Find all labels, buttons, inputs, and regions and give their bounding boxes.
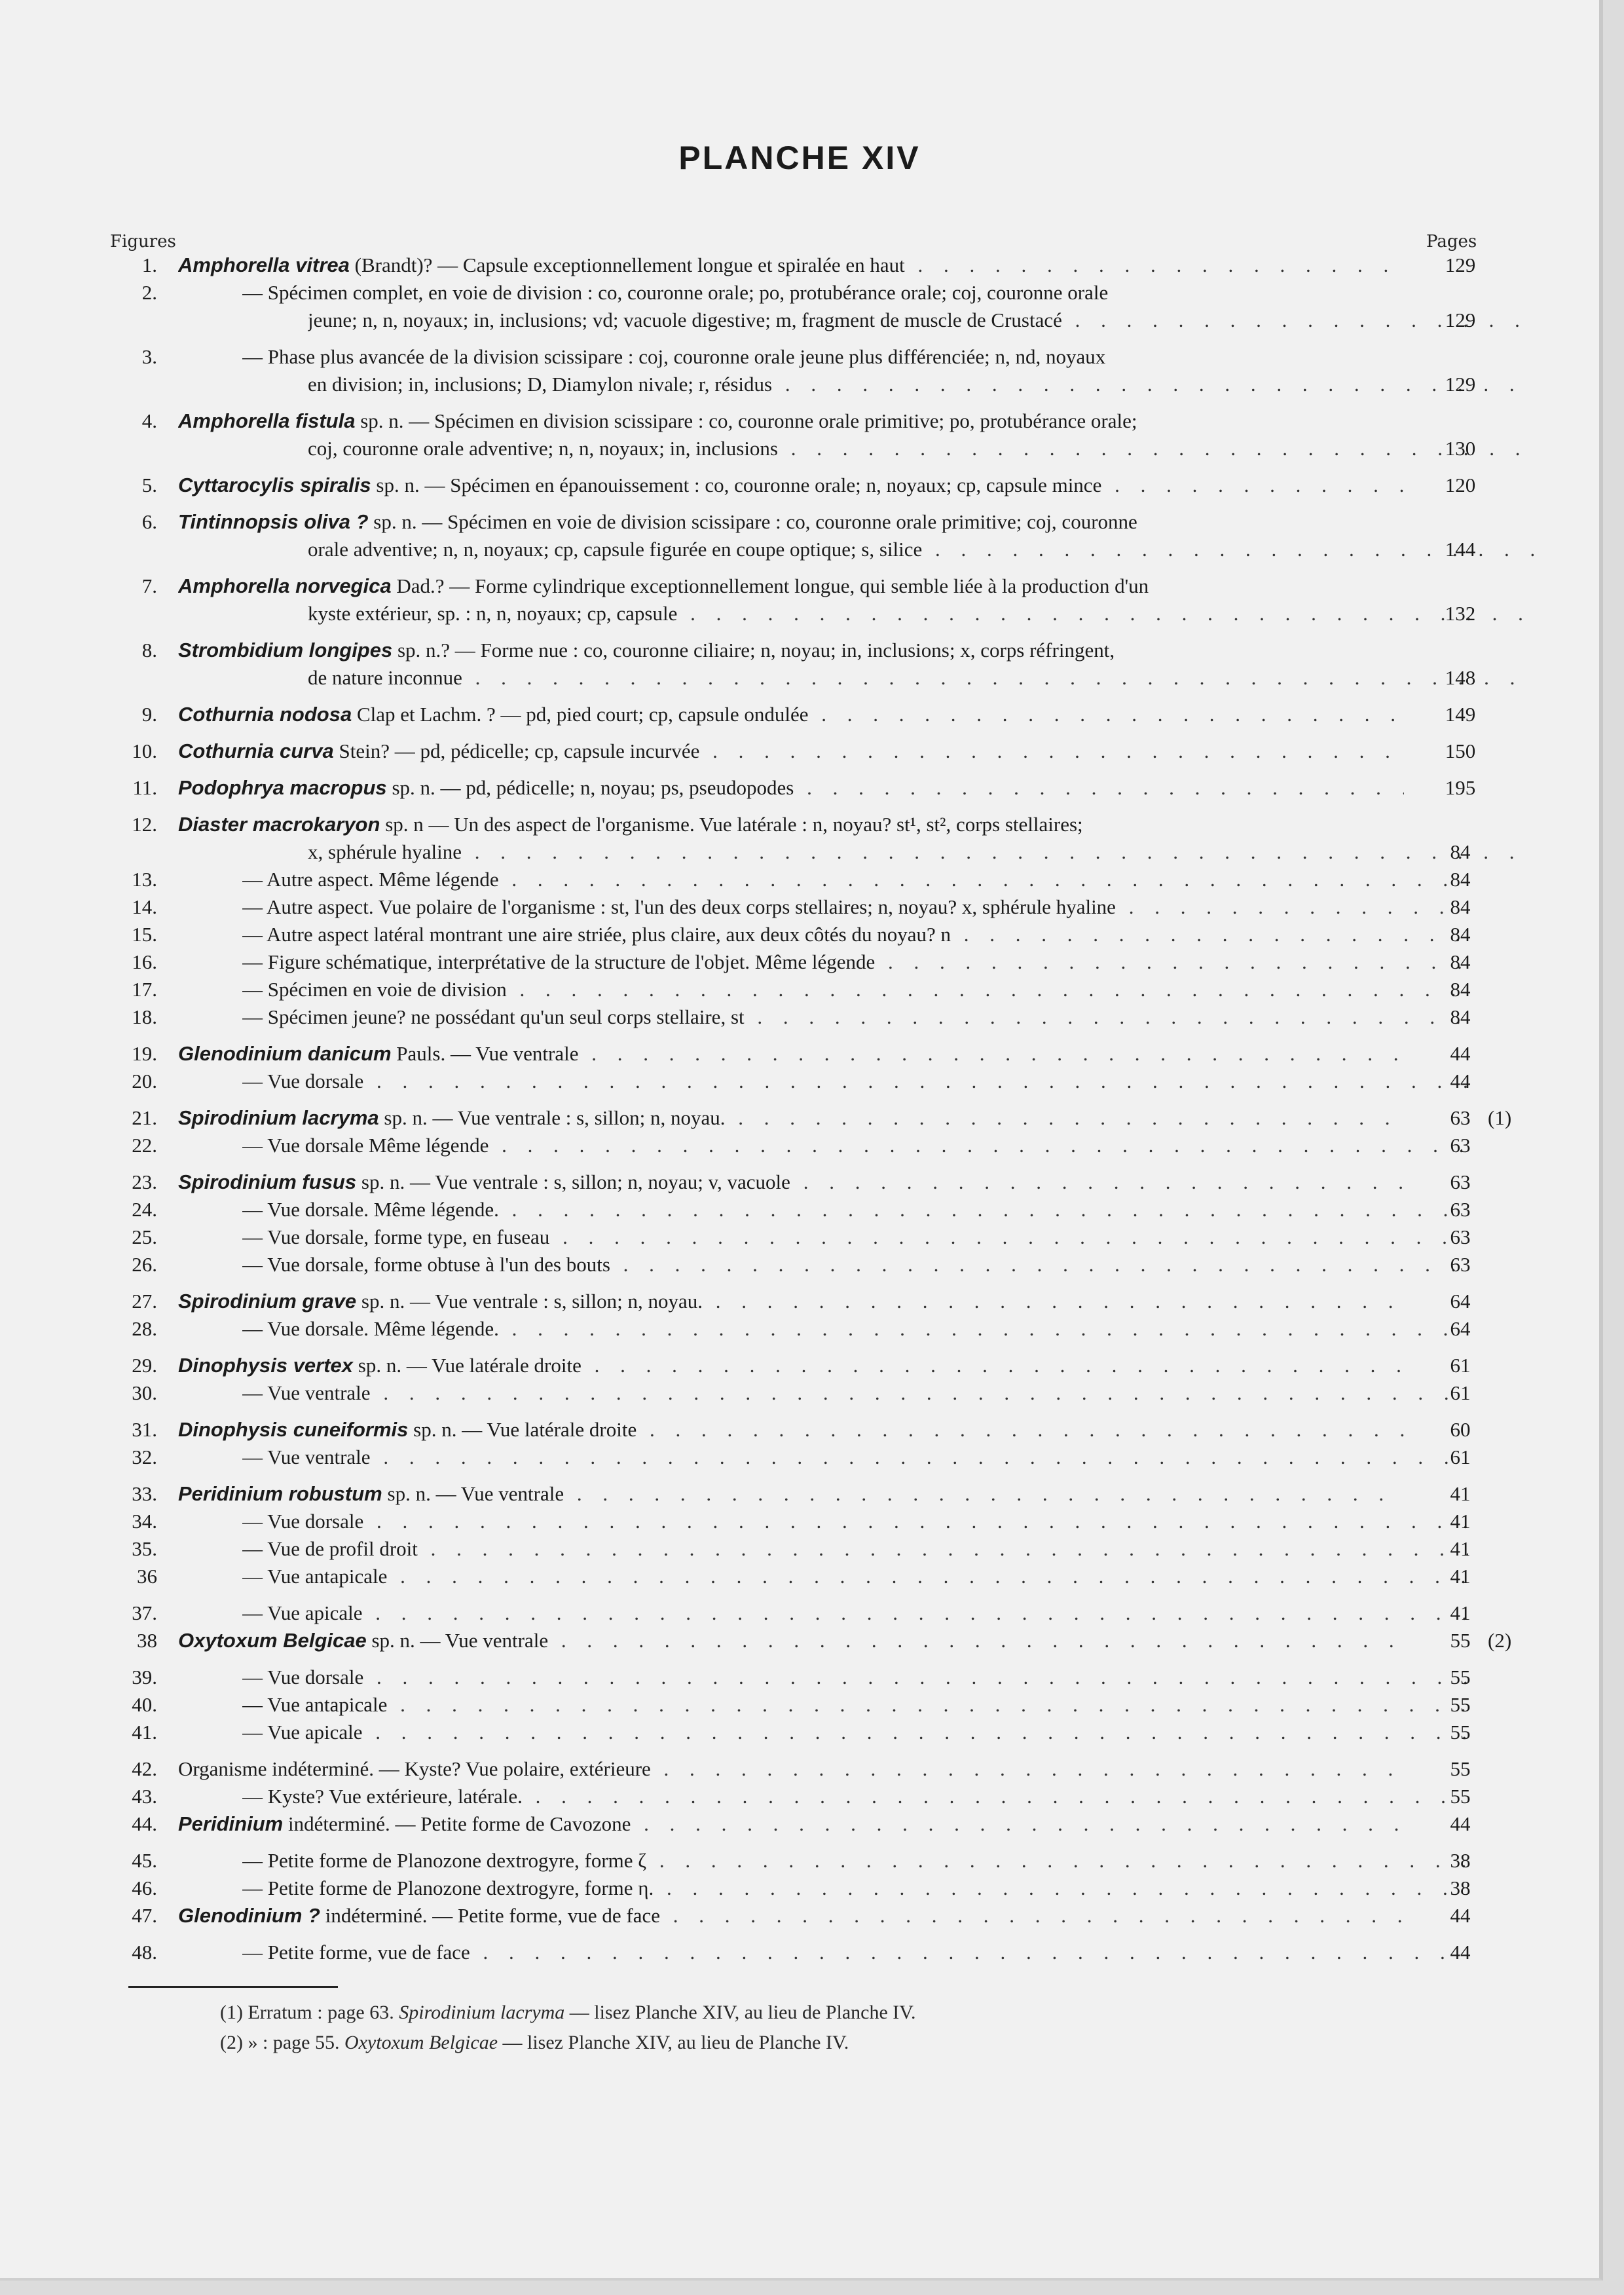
figure-description [308, 536, 1534, 563]
species-name: Cothurnia curva [178, 739, 334, 762]
footnote-reference: (1) [1488, 1106, 1512, 1129]
page-number: 130 [1445, 437, 1476, 460]
description-text: — Vue dorsale, forme type, en fuseau [242, 1225, 550, 1248]
figure-description [178, 701, 1404, 728]
figure-number: 1. [141, 253, 157, 276]
figure-description [242, 976, 1468, 1003]
figure-entry [0, 811, 1599, 838]
page-number: 63 [1450, 1225, 1471, 1248]
figure-description [242, 1003, 1468, 1031]
description-text: — Spécimen complet, en voie de division : co, couronne orale; po, protubérance orale; coj, couronne orale [242, 281, 1109, 304]
figure-number: 40. [132, 1693, 157, 1716]
figure-entry [0, 1875, 1599, 1902]
figure-description [178, 1480, 1404, 1508]
figure-description [308, 600, 1534, 627]
page-number: 38 [1450, 1849, 1471, 1872]
figure-number: 2. [141, 281, 157, 304]
figure-entry [0, 1599, 1599, 1627]
page-number: 41 [1450, 1601, 1471, 1624]
figure-description [242, 1664, 1468, 1691]
figure-list [0, 252, 1599, 1966]
figure-description [242, 1535, 1468, 1563]
figure-entry [0, 371, 1599, 398]
figure-entry [0, 1196, 1599, 1223]
figure-description [178, 1755, 1404, 1783]
figure-entry [0, 1288, 1599, 1315]
figure-number: 14. [132, 895, 157, 918]
figure-description [242, 893, 1468, 921]
figure-description [242, 1196, 1468, 1223]
figure-description [178, 774, 1404, 802]
description-text: Clap et Lachm. ? — pd, pied court; cp, capsule ondulée [352, 703, 809, 726]
figure-entry [0, 1847, 1599, 1875]
figure-entry [0, 252, 1599, 279]
page-number: 55 [1450, 1666, 1471, 1689]
figure-entry [0, 948, 1599, 976]
figure-description [178, 1104, 1404, 1132]
figure-description [242, 1315, 1468, 1343]
figure-number: 16. [132, 950, 157, 973]
description-text: sp. n. — Vue ventrale : s, sillon; n, noyau. [378, 1106, 726, 1129]
species-name: Spirodinium fusus [178, 1170, 357, 1193]
figure-description [178, 1416, 1404, 1444]
figure-number: 26. [132, 1253, 157, 1276]
description-text: — Vue dorsale. Même légende. [242, 1198, 499, 1221]
figure-number: 48. [132, 1941, 157, 1964]
page-number: 44 [1450, 1812, 1471, 1835]
figure-number: 37. [132, 1601, 157, 1624]
species-name: Cothurnia nodosa [178, 703, 352, 726]
figure-entry [0, 664, 1599, 692]
description-text: de nature inconnue [308, 666, 462, 689]
description-text: — Phase plus avancée de la division scissipare : coj, couronne orale jeune plus différenciée; n, nd, noyaux [242, 345, 1106, 368]
description-text: sp. n.? — Forme nue : co, couronne ciliaire; n, noyau; in, inclusions; x, corps réfringent, [392, 639, 1115, 662]
species-name: Strombidium longipes [178, 639, 393, 662]
figure-number: 41. [132, 1721, 157, 1744]
figure-description [178, 811, 1404, 838]
figure-number: 28. [132, 1317, 157, 1340]
species-name: Cyttarocylis spiralis [178, 474, 371, 496]
description-text: — Vue de profil droit [242, 1537, 418, 1560]
page-number: 61 [1450, 1354, 1471, 1377]
figure-entry [0, 1480, 1599, 1508]
figure-description [308, 435, 1534, 462]
figure-entry [0, 1719, 1599, 1746]
page-number: 44 [1450, 1042, 1471, 1065]
page-number: 129 [1445, 373, 1476, 396]
figure-entry [0, 1563, 1599, 1590]
page-number: 55 [1450, 1693, 1471, 1716]
description-text: coj, couronne orale adventive; n, n, noyaux; in, inclusions [308, 437, 778, 460]
figure-description [178, 1288, 1404, 1315]
species-name: Diaster macrokaryon [178, 813, 380, 836]
figure-entry [0, 701, 1599, 728]
figure-description [178, 572, 1404, 600]
figure-number: 18. [132, 1005, 157, 1028]
figure-description [242, 1939, 1468, 1966]
description-text: Stein? — pd, pédicelle; cp, capsule incurvée [333, 739, 700, 762]
figure-entry [0, 921, 1599, 948]
description-text: — Vue dorsale Même légende [242, 1134, 489, 1157]
figure-number: 24. [132, 1198, 157, 1221]
page-number: 55 [1450, 1757, 1471, 1780]
page-number: 44 [1450, 1941, 1471, 1964]
page-number: 63 [1450, 1198, 1471, 1221]
page-number: 84 [1450, 895, 1471, 918]
page-number: 84 [1450, 1005, 1471, 1028]
description-text: Organisme indéterminé. — Kyste? Vue polaire, extérieure [178, 1757, 651, 1780]
figure-number: 46. [132, 1876, 157, 1899]
figure-entry [0, 1379, 1599, 1407]
figure-number: 29. [132, 1354, 157, 1377]
page-number: 148 [1445, 666, 1476, 689]
description-text: — Vue dorsale, forme obtuse à l'un des bouts [242, 1253, 610, 1276]
footnote-mark: (2) » : page 55. [220, 2032, 340, 2053]
figure-number: 10. [132, 739, 157, 762]
description-text: — Vue ventrale [242, 1446, 371, 1468]
figure-entry [0, 1508, 1599, 1535]
figure-entry [0, 508, 1599, 536]
figure-number: 11. [132, 776, 157, 799]
figure-number: 6. [141, 510, 157, 533]
figure-entry [0, 1168, 1599, 1196]
figure-entry [0, 435, 1599, 462]
footnote-2 [220, 2032, 849, 2054]
figure-number: 3. [141, 345, 157, 368]
footnote-species: Oxytoxum Belgicae [344, 2032, 498, 2053]
description-text: — Vue dorsale [242, 1666, 364, 1689]
page-number: 132 [1445, 602, 1476, 625]
description-text: sp. n. — Vue ventrale [366, 1629, 549, 1652]
figure-entry [0, 838, 1599, 866]
figure-description [242, 279, 1468, 307]
figure-entry [0, 1315, 1599, 1343]
description-text: — Kyste? Vue extérieure, latérale. [242, 1785, 523, 1808]
figure-number: 39. [132, 1666, 157, 1689]
figure-number: 36 [137, 1565, 157, 1588]
figure-entry [0, 1755, 1599, 1783]
figure-entry [0, 1251, 1599, 1278]
description-text: — Vue apicale [242, 1601, 363, 1624]
footnote-1 [220, 2002, 916, 2024]
description-text: — Figure schématique, interprétative de la structure de l'objet. Même légende [242, 950, 876, 973]
description-text: sp. n. — Vue ventrale : s, sillon; n, noyau; v, vacuole [356, 1170, 790, 1193]
page-number: 63 [1450, 1253, 1471, 1276]
figure-entry [0, 1664, 1599, 1691]
figure-entry [0, 1223, 1599, 1251]
page-number: 44 [1450, 1904, 1471, 1927]
page-number: 55 [1450, 1721, 1471, 1744]
figure-number: 20. [132, 1070, 157, 1092]
species-name: Amphorella fistula [178, 409, 356, 432]
figure-number: 23. [132, 1170, 157, 1193]
description-text: en division; in, inclusions; D, Diamylon nivale; r, résidus [308, 373, 773, 396]
description-text: sp. n. — Vue ventrale : s, sillon; n, noyau. [356, 1290, 703, 1313]
figure-description [242, 1691, 1468, 1719]
species-name: Peridinium robustum [178, 1482, 382, 1505]
figure-description [242, 1251, 1468, 1278]
page-number: 44 [1450, 1070, 1471, 1092]
figure-entry [0, 472, 1599, 499]
description-text: — Autre aspect. Vue polaire de l'organisme : st, l'un des deux corps stellaires; n, noyau? x, sphérule hyaline [242, 895, 1116, 918]
figure-number: 9. [141, 703, 157, 726]
figure-entry [0, 893, 1599, 921]
figure-entry [0, 976, 1599, 1003]
figure-number: 43. [132, 1785, 157, 1808]
figure-entry [0, 407, 1599, 435]
page-number: 84 [1450, 840, 1471, 863]
description-text: — Petite forme, vue de face [242, 1941, 470, 1964]
figure-number: 25. [132, 1225, 157, 1248]
description-text: jeune; n, n, noyaux; in, inclusions; vd; vacuole digestive; m, fragment de muscle de Crustacé [308, 308, 1062, 331]
page-number: 84 [1450, 978, 1471, 1001]
figure-number: 12. [132, 813, 157, 836]
figure-number: 7. [141, 574, 157, 597]
description-text: sp. n. — Spécimen en voie de division scissipare : co, couronne orale primitive; coj, couronne [368, 510, 1137, 533]
description-text: sp. n. — Spécimen en division scissipare : co, couronne orale primitive; po, protubérance orale; [355, 409, 1137, 432]
description-text: — Vue dorsale [242, 1070, 364, 1092]
page-number: 63 [1450, 1134, 1471, 1157]
page-number: 149 [1445, 703, 1476, 726]
figure-description [242, 1068, 1468, 1095]
figure-number: 5. [141, 474, 157, 496]
page-number: 63 [1450, 1170, 1471, 1193]
figure-number: 30. [132, 1381, 157, 1404]
figure-entry [0, 1902, 1599, 1930]
figure-number: 35. [132, 1537, 157, 1560]
figure-description [178, 1352, 1404, 1379]
figure-description [178, 407, 1404, 435]
figure-entry [0, 1691, 1599, 1719]
species-name: Glenodinium danicum [178, 1042, 392, 1065]
description-text: sp. n — Un des aspect de l'organisme. Vue latérale : n, noyau? st¹, st², corps stellaires; [380, 813, 1083, 836]
figure-description [178, 1168, 1404, 1196]
figure-description [242, 1563, 1468, 1590]
figures-header: Figures [110, 232, 176, 252]
page-number: 144 [1445, 538, 1476, 561]
page-number: 120 [1445, 474, 1476, 496]
species-name: Tintinnopsis oliva ? [178, 510, 369, 533]
figure-entry [0, 343, 1599, 371]
figure-number: 32. [132, 1446, 157, 1468]
page-number: 61 [1450, 1381, 1471, 1404]
description-text: — Autre aspect. Même légende [242, 868, 499, 891]
description-text: sp. n. — pd, pédicelle; n, noyau; ps, pseudopodes [386, 776, 794, 799]
page-number: 84 [1450, 868, 1471, 891]
figure-description [242, 948, 1468, 976]
page-number: 63 [1450, 1106, 1471, 1129]
description-text: — Vue antapicale [242, 1565, 388, 1588]
figure-description [178, 472, 1404, 499]
page-number: 41 [1450, 1565, 1471, 1588]
species-name: Dinophysis cuneiformis [178, 1418, 409, 1441]
species-name: Amphorella vitrea [178, 253, 350, 276]
species-name: Amphorella norvegica [178, 574, 392, 597]
figure-number: 34. [132, 1510, 157, 1533]
figure-description [242, 1379, 1468, 1407]
page-number: 55 [1450, 1629, 1471, 1652]
species-name: Dinophysis vertex [178, 1354, 354, 1377]
footnote-species: Spirodinium lacryma [399, 2002, 565, 2023]
pages-header: Pages [1426, 232, 1477, 252]
description-text: indéterminé. — Petite forme, vue de face [320, 1904, 661, 1927]
description-text: x, sphérule hyaline [308, 840, 462, 863]
figure-number: 38 [137, 1629, 157, 1652]
figure-number: 21. [132, 1106, 157, 1129]
page-number: 195 [1445, 776, 1476, 799]
figure-description [178, 1902, 1404, 1930]
figure-entry [0, 1444, 1599, 1471]
figure-entry [0, 1939, 1599, 1966]
figure-number: 27. [132, 1290, 157, 1313]
footnote-mark: (1) Erratum : page 63. [220, 2002, 394, 2023]
figure-number: 15. [132, 923, 157, 946]
page-number: 61 [1450, 1446, 1471, 1468]
page-number: 84 [1450, 950, 1471, 973]
page-number: 129 [1445, 308, 1476, 331]
footnote-text: — lisez Planche XIV, au lieu de Planche IV. [569, 2002, 916, 2023]
figure-description [178, 1627, 1404, 1654]
figure-entry [0, 307, 1599, 334]
figure-entry [0, 1783, 1599, 1810]
figure-description [308, 838, 1534, 866]
figure-description [178, 508, 1404, 536]
figure-description [242, 1508, 1468, 1535]
description-text: orale adventive; n, n, noyaux; cp, capsule figurée en coupe optique; s, silice [308, 538, 923, 561]
figure-entry [0, 1132, 1599, 1159]
figure-entry [0, 1003, 1599, 1031]
description-text: — Vue apicale [242, 1721, 363, 1744]
page-number: 64 [1450, 1317, 1471, 1340]
description-text: — Vue dorsale [242, 1510, 364, 1533]
page-number: 64 [1450, 1290, 1471, 1313]
figure-number: 31. [132, 1418, 157, 1441]
figure-entry [0, 1535, 1599, 1563]
page-number: 41 [1450, 1537, 1471, 1560]
figure-description [242, 1847, 1468, 1875]
figure-description [242, 1599, 1468, 1627]
page-number: 60 [1450, 1418, 1471, 1441]
footnote-text: — lisez Planche XIV, au lieu de Planche IV. [502, 2032, 849, 2053]
figure-description [242, 1783, 1468, 1810]
figure-description [242, 1132, 1468, 1159]
figure-description [308, 371, 1534, 398]
figure-description [178, 1810, 1404, 1838]
description-text: — Spécimen en voie de division [242, 978, 507, 1001]
description-text: Pauls. — Vue ventrale [391, 1042, 579, 1065]
figure-description [178, 637, 1404, 664]
figure-number: 22. [132, 1134, 157, 1157]
description-text: kyste extérieur, sp. : n, n, noyaux; cp, capsule [308, 602, 678, 625]
description-text: — Vue ventrale [242, 1381, 371, 1404]
species-name: Spirodinium grave [178, 1290, 357, 1313]
page-number: 41 [1450, 1510, 1471, 1533]
figure-description [178, 737, 1404, 765]
description-text: — Spécimen jeune? ne possédant qu'un seul corps stellaire, st [242, 1005, 745, 1028]
description-text: — Petite forme de Planozone dextrogyre, forme η. [242, 1876, 654, 1899]
description-text: — Vue dorsale. Même légende. [242, 1317, 499, 1340]
figure-entry [0, 279, 1599, 307]
figure-number: 8. [141, 639, 157, 662]
description-text: sp. n. — Vue ventrale [382, 1482, 564, 1505]
footnote-reference: (2) [1488, 1629, 1512, 1652]
description-text: — Autre aspect latéral montrant une aire striée, plus claire, aux deux côtés du noyau? n [242, 923, 951, 946]
figure-description [242, 866, 1468, 893]
figure-entry [0, 774, 1599, 802]
figure-entry [0, 600, 1599, 627]
figure-description [178, 1040, 1404, 1068]
figure-number: 47. [132, 1904, 157, 1927]
figure-number: 42. [132, 1757, 157, 1780]
figure-number: 33. [132, 1482, 157, 1505]
figure-description [242, 1719, 1468, 1746]
figure-description [242, 343, 1468, 371]
description-text: Dad.? — Forme cylindrique exceptionnellement longue, qui semble liée à la production d'un [391, 574, 1149, 597]
page-number: 150 [1445, 739, 1476, 762]
page-title: PLANCHE XIV [678, 140, 921, 176]
page-number: 84 [1450, 923, 1471, 946]
figure-description [242, 1444, 1468, 1471]
figure-entry [0, 737, 1599, 765]
description-text: sp. n. — Spécimen en épanouissement : co, couronne orale; n, noyaux; cp, capsule mince [371, 474, 1102, 496]
figure-entry [0, 1104, 1599, 1132]
figure-entry [0, 1416, 1599, 1444]
figure-entry [0, 1068, 1599, 1095]
footnote-rule [128, 1986, 338, 1988]
species-name: Spirodinium lacryma [178, 1106, 379, 1129]
figure-description [242, 921, 1468, 948]
figure-entry [0, 1040, 1599, 1068]
figure-description [242, 1875, 1468, 1902]
figure-description [178, 252, 1404, 279]
figure-description [242, 1223, 1468, 1251]
figure-number: 17. [132, 978, 157, 1001]
figure-entry [0, 572, 1599, 600]
figure-entry [0, 1627, 1599, 1654]
figure-number: 44. [132, 1812, 157, 1835]
figure-entry [0, 866, 1599, 893]
description-text: — Petite forme de Planozone dextrogyre, forme ζ [242, 1849, 647, 1872]
figure-number: 19. [132, 1042, 157, 1065]
description-text: (Brandt)? — Capsule exceptionnellement longue et spiralée en haut [349, 253, 905, 276]
description-text: sp. n. — Vue latérale droite [408, 1418, 637, 1441]
page-number: 41 [1450, 1482, 1471, 1505]
page-number: 129 [1445, 253, 1476, 276]
species-name: Glenodinium ? [178, 1904, 320, 1927]
figure-number: 13. [132, 868, 157, 891]
figure-entry [0, 1810, 1599, 1838]
figure-entry [0, 536, 1599, 563]
species-name: Podophrya macropus [178, 776, 387, 799]
figure-entry [0, 1352, 1599, 1379]
figure-number: 45. [132, 1849, 157, 1872]
page-number: 38 [1450, 1876, 1471, 1899]
figure-entry [0, 637, 1599, 664]
description-text: — Vue antapicale [242, 1693, 388, 1716]
figure-description [308, 307, 1534, 334]
species-name: Peridinium [178, 1812, 284, 1835]
description-text: sp. n. — Vue latérale droite [353, 1354, 581, 1377]
figure-description [308, 664, 1534, 692]
page-number: 55 [1450, 1785, 1471, 1808]
figure-number: 4. [141, 409, 157, 432]
species-name: Oxytoxum Belgicae [178, 1629, 367, 1652]
description-text: indéterminé. — Petite forme de Cavozone [283, 1812, 631, 1835]
